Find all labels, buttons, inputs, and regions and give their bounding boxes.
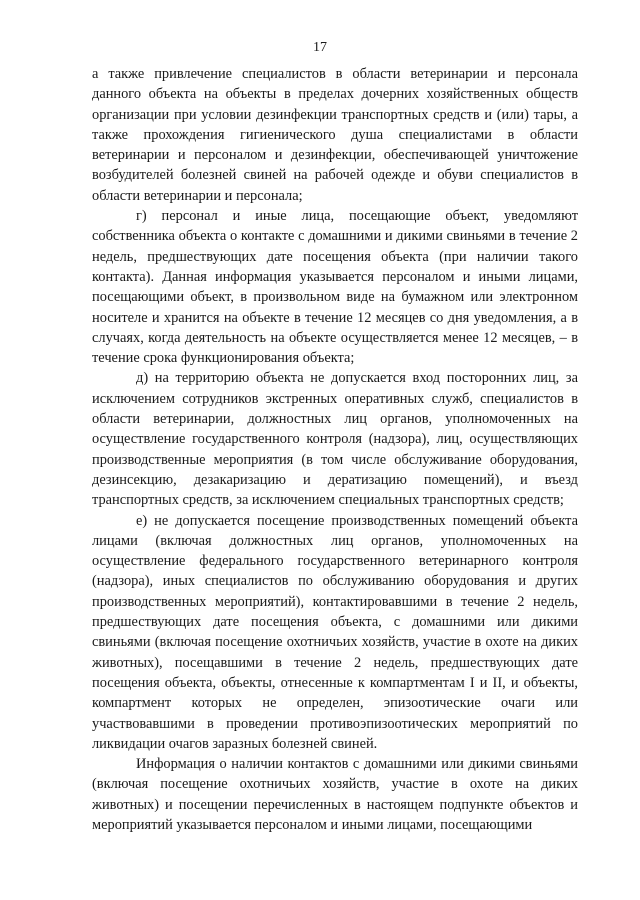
paragraph-contact-info: Информация о наличии контактов с домашними или дикими свиньями (включая посещение охотничьих хозяйств, участие в охоте на диких животных) и посещении перечисленных в настоящем подпункте объектов и мероприятий указывается персоналом и иными лицами, посещающими (92, 756, 578, 833)
paragraph-item-g: г) персонал и иные лица, посещающие объект, уведомляют собственника объекта о контакте с домашними и дикими свиньями в течение 2 недель, предшествующих дате посещения объекта (при наличии такого контакта). Данная информация указывается персоналом и иными лицами, посещающими объект, в произвольном виде на бумажном или электронном носителе и хранится на объекте в течение 12 месяцев со дня уведомления, а в случаях, когда деятельность на объекте осуществляется менее 12 месяцев, – в течение срока функционирования объекта; (92, 208, 578, 367)
document-body (92, 64, 578, 835)
paragraph-item-d: д) на территорию объекта не допускается вход посторонних лиц, за исключением сотрудников экстренных оперативных служб, специалистов в области ветеринарии, должностных лиц органов, уполномоченных на осуществление государственного контроля (надзора), лиц, осуществляющих производственные мероприятия (в том числе обслуживание оборудования, дезинсекцию, дезакаризацию и дератизацию помещений), и въезд транспортных средств, за исключением специальных транспортных средств; (92, 370, 578, 509)
paragraph-item-e: е) не допускается посещение производственных помещений объекта лицами (включая должностных лиц органов, уполномоченных на осуществление федерального государственного ветеринарного контроля (надзора), иных специалистов по обслуживанию оборудования и других производственных мероприятий), контактировавшими в течение 2 недель, предшествующих дате посещения объекта, с домашними или дикими свиньями (включая посещение охотничьих хозяйств, участие в охоте на диких животных), посещавшими в течение 2 недель, предшествующих дате посещения объекта, объекты, отнесенные к компартментам I и II, и объекты, компартмент которых не определен, эпизоотические очаги или участвовавшими в проведении противоэпизоотических мероприятий по ликвидации очагов заразных болезней свиней. (92, 512, 578, 752)
page-number: 17 (313, 40, 327, 55)
paragraph-continuation: а также привлечение специалистов в области ветеринарии и персонала данного объекта на объекты в пределах дочерних хозяйственных обществ организации при условии дезинфекции транспортных средств и (или) тары, а также прохождения гигиенического душа специалистами в области ветеринарии и персоналом и дезинфекции, обеспечивающей уничтожение возбудителей болезней свиней на рабочей одежде и обуви специалистов в области ветеринарии и персонала; (92, 66, 578, 204)
